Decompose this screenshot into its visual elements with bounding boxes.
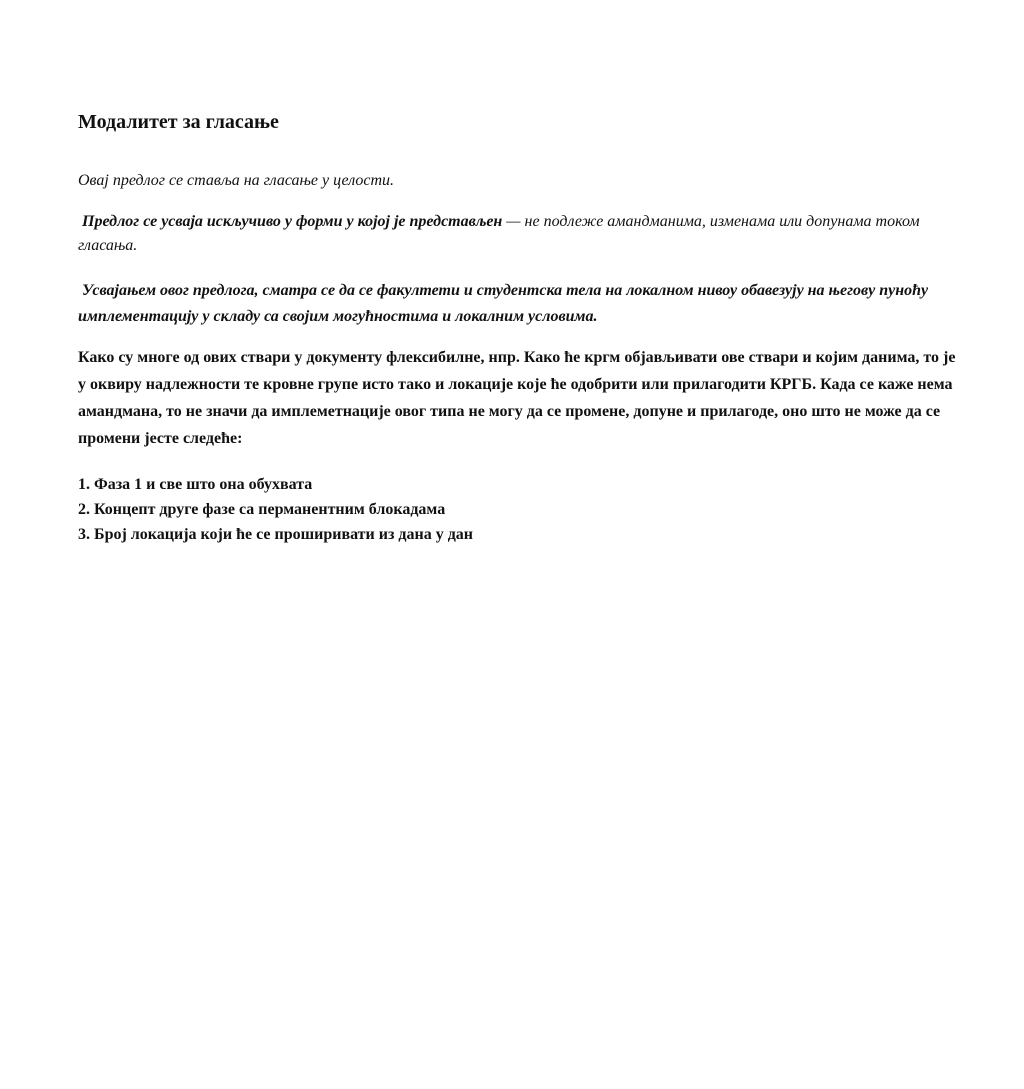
document-title: Модалитет за гласање (78, 111, 279, 133)
form-clause-emphasis: Предлог се усваја искључиво у форми у којој је представљен (82, 213, 503, 230)
adoption-paragraph (78, 278, 958, 330)
list-item: 1. Фаза 1 и све што она обухвата (78, 476, 313, 493)
form-clause-rest: — не подлеже амандманима, изменама или допунама током гласања. (78, 213, 920, 254)
intro-paragraph: Овај предлог се ставља на гласање у целости. (78, 172, 395, 189)
list-item: 2. Концепт друге фазе са перманентним блокадама (78, 501, 446, 518)
form-clause-paragraph (78, 210, 958, 258)
body-paragraph: Како су многе од ових ствари у документу флексибилне, нпр. Како ће кргм објављивати ове ствари и којим данима, то је у оквиру надлежности те кровне групе исто тако и локације које ће одобрити или прилагодити КРГБ. Када се каже нема амандмана, то не значи да имплеметнације овог типа не могу да се промене, допуне и прилагоде, оно што не може да се промени јесте следеће: (78, 349, 956, 447)
unchangeable-items-list (78, 472, 958, 547)
document-page (78, 108, 958, 547)
list-item: 3. Број локација који ће се проширивати из дана у дан (78, 526, 474, 543)
adoption-text: Усвајањем овог предлога, сматра се да се факултети и студентска тела на локалном нивоу обавезују на његову пуноћу имплементацију у складу са својим могућностима и локалним условима. (78, 282, 929, 325)
